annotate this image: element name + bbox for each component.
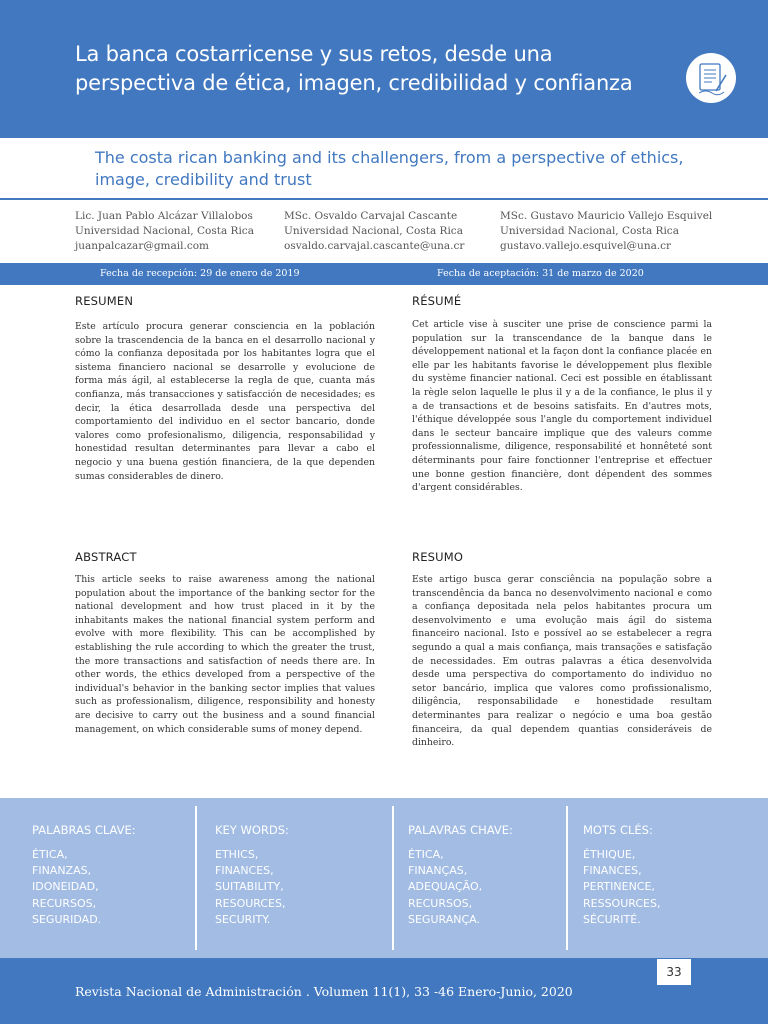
keywords-fr — [583, 823, 660, 928]
keyword: RECURSOS, — [32, 896, 97, 910]
dates-band — [0, 263, 768, 285]
keywords-divider — [566, 806, 568, 950]
keyword: FINANÇAS, — [408, 864, 468, 878]
keywords-heading: MOTS CLÉS: — [583, 823, 653, 837]
keyword: IDONEIDAD, — [32, 880, 99, 894]
keyword: SUITABILITY, — [215, 880, 284, 894]
keyword: FINANCES, — [583, 864, 642, 878]
keyword: FINANCES, — [215, 864, 274, 878]
keywords-divider — [195, 806, 197, 950]
keyword: ETHICS, — [215, 848, 259, 861]
author-institution: Universidad Nacional, Costa Rica — [500, 225, 679, 237]
keyword: SEGURIDAD. — [32, 912, 102, 926]
keywords-pt — [408, 823, 513, 928]
keywords-heading: PALAVRAS CHAVE: — [408, 823, 513, 837]
keyword: PERTINENCE, — [583, 880, 655, 894]
author-name: MSc. Osvaldo Carvajal Cascante — [284, 210, 458, 222]
keyword: RESSOURCES, — [583, 896, 661, 910]
author-email: juanpalcazar@gmail.com — [75, 240, 209, 252]
author-email: gustavo.vallejo.esquivel@una.cr — [500, 240, 672, 252]
received-date: Fecha de recepción: 29 de enero de 2019 — [100, 268, 300, 279]
author-institution: Universidad Nacional, Costa Rica — [284, 225, 463, 237]
author-name: MSc. Gustavo Mauricio Vallejo Esquivel — [500, 210, 713, 222]
author-institution: Universidad Nacional, Costa Rica — [75, 225, 254, 237]
resumo-heading: RESUMO — [412, 550, 464, 564]
journal-citation: Revista Nacional de Administración . Volumen 11(1), 33 -46 Enero-Junio, 2020 — [75, 984, 573, 999]
accepted-date: Fecha de aceptación: 31 de marzo de 2020 — [437, 268, 644, 279]
keyword: ÉTHIQUE, — [583, 848, 636, 861]
author-name: Lic. Juan Pablo Alcázar Villalobos — [75, 210, 253, 222]
abstract-heading: ABSTRACT — [75, 550, 137, 564]
keyword: RESOURCES, — [215, 896, 286, 910]
keywords-es — [32, 823, 136, 928]
keyword: ÉTICA, — [32, 848, 68, 861]
resumen-heading: RESUMEN — [75, 294, 134, 308]
keyword: SECURITY. — [215, 912, 271, 926]
keyword: RECURSOS, — [408, 896, 473, 910]
keywords-heading: PALABRAS CLAVE: — [32, 823, 136, 837]
author-3 — [500, 209, 712, 254]
author-2 — [284, 209, 464, 254]
keywords-en — [215, 823, 289, 928]
keywords-divider — [392, 806, 394, 950]
resumo-text: Este artigo busca gerar consciência na população sobre a transcendência da banca no desenvolvimento nacional e como a confiança depositada nela pelos habitantes procura um desenvolvimento e uma evolução mais ágil do sistema financeiro nacional. Isto e possível ao se estabelecer a regra segundo a qual a mais confiança, mais transações e satisfação de necessidades. Em outras palavras a ética desenvolvida desde uma perspectiva do comportamento do individuo no setor bancário, implica que valores como profissionalismo, diligência, responsabilidade e honestidade resultam determinantes para realizar o negócio e uma boa gestão financeira, da qual dependem quantias consideráveis de dinheiro. — [412, 574, 712, 749]
resume-heading: RÉSUMÉ — [412, 294, 462, 308]
abstract-text: This article seeks to raise awareness among the national population about the importance of the banking sector for the national development and how trust placed in it by the inhabitants makes the national financial system perform and evolve with more flexibility. This can be accomplished by establishing the rule according to which the greater the trust, the more transactions and satisfaction of needs there are. In other words, the ethics developed from a perspective of the individual's behavior in the banking sector implies that values such as professionalism, diligence, responsibility and honesty are decisive to carry out the business and a sound financial management, on which considerable sums of money depend. — [75, 574, 375, 735]
page-number: 33 — [656, 958, 692, 986]
resume-text: Cet article vise à susciter une prise de conscience parmi la population sur la transcendance de la banque dans le développement national et la façon dont la confiance placée en elle par les habitants favorise le développement plus flexible du système financier national. Ceci est possible en établissant la règle selon laquelle le plus il y a de la confiance, le plus il y a de transactions et de besoins satisfaits. En d'autres mots, l'éthique développée sous l'angle du comportement individuel dans le secteur bancaire implique que des valeurs comme professionnalisme, diligence, responsabilité et honnêteté sont déterminants pour faire fonctionner l'entreprise et effectuer une bonne gestion financière, dont dépendent des sommes d'argent considérables. — [412, 319, 712, 494]
keyword: FINANZAS, — [32, 864, 92, 878]
author-email: osvaldo.carvajal.cascante@una.cr — [284, 240, 465, 252]
keywords-heading: KEY WORDS: — [215, 823, 289, 837]
document-list-icon — [686, 53, 736, 103]
article-subtitle: The costa rican banking and its challengers, from a perspective of ethics, image, credibility and trust — [95, 148, 684, 189]
keyword: SEGURANÇA. — [408, 912, 480, 926]
resumen-text: Este artículo procura generar consciencia en la población sobre la trascendencia de la banca en el desarrollo nacional y cómo la confianza depositada por los habitantes logra que el sistema financiero nacional se desarrolle y evolucione de forma más ágil, al establecerse la regla de que, cuanta más confianza, más transacciones y satisfacción de necesidades; es decir, la ética desarrollada desde una perspectiva del comportamiento del individuo en el sector bancario, donde valores como profesionalismo, diligencia, responsabilidad y honestidad resultan determinantes para llevar a cabo el negocio y una buena gestión financiera, de la que dependen sumas considerables de dinero. — [75, 321, 375, 482]
keyword: ADEQUAÇÃO, — [408, 880, 483, 894]
author-1 — [75, 209, 254, 254]
keyword: ÉTICA, — [408, 848, 444, 861]
keyword: SÉCURITÉ. — [583, 912, 641, 926]
article-title: La banca costarricense y sus retos, desde una perspectiva de ética, imagen, credibilidad y confianza — [75, 42, 633, 95]
